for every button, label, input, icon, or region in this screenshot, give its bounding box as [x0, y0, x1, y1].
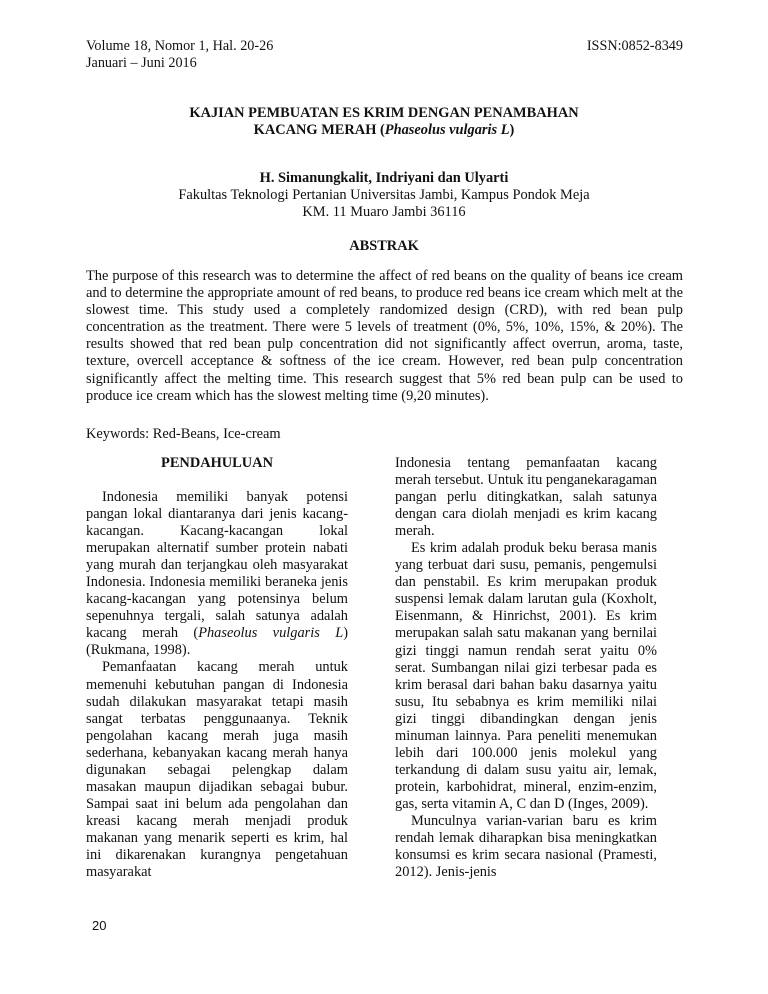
title-line-2-prefix: KACANG MERAH (: [253, 122, 385, 138]
date-line: Januari – Juni 2016: [86, 55, 197, 71]
abstract-heading: ABSTRAK: [349, 238, 419, 254]
title-line-1: KAJIAN PEMBUATAN ES KRIM DENGAN PENAMBAHAN: [189, 105, 579, 121]
intro-p1-text: Indonesia memiliki banyak potensi pangan lokal diantaranya dari jenis kacang-kacangan. Kacang-kacangan lokal merupakan alternatif sumber protein nabati yang murah dan terjangkau oleh masyarakat Indonesia. Indonesia memiliki beraneka jenis kacang-kacangan yang potensinya belum sepenuhnya tergali, salah satunya adalah kacang merah (: [86, 489, 348, 642]
intro-p1-citation: ) (Rukmana, 1998).: [86, 625, 348, 659]
affiliation-line-1: Fakultas Teknologi Pertanian Universitas Jambi, Kampus Pondok Meja: [178, 187, 590, 203]
paper-title: [60, 105, 708, 139]
scientific-name: Phaseolus vulgaris L: [198, 625, 344, 642]
left-column: [86, 455, 348, 881]
title-line-2-suffix: ): [509, 122, 515, 138]
intro-paragraph-4: Munculnya varian-varian baru es krim rendah lemak diharapkan bisa meningkatkan konsumsi es krim secara nasional (Pramesti, 2012). Jenis-jenis: [395, 812, 657, 881]
authors: H. Simanungkalit, Indriyani dan Ulyarti: [259, 170, 509, 186]
affiliation-line-2: KM. 11 Muaro Jambi 36116: [302, 204, 466, 220]
keywords: Keywords: Red-Beans, Ice-cream: [86, 426, 281, 442]
section-heading-pendahuluan: PENDAHULUAN: [161, 455, 273, 471]
title-line-2: [60, 122, 708, 139]
journal-header-left: [86, 38, 273, 72]
intro-paragraph-2: Pemanfaatan kacang merah untuk memenuhi kebutuhan pangan di Indonesia sudah dilakukan masyarakat tetapi masih sangat terbatas penggunaanya. Teknik pengolahan kacang merah juga masih sederhana, kebanyakan kacang merah hanya digunakan sebagai pelengkap dalam masakan maupun dijadikan sebagai bubur. Sampai saat ini belum ada pengolahan dan kreasi kacang merah menjadi produk makanan yang menarik seperti es krim, hal ini dikarenakan kurangnya pengetahuan masyarakat: [86, 659, 348, 881]
right-column: [395, 455, 657, 881]
abstract-text: The purpose of this research was to determine the affect of red beans on the quality of beans ice cream and to determine the appropriate amount of red beans, to produce red beans ice cream which melt at the slowest time. This study used a completely randomized design (CRD), with red bean pulp concentration as the treatment. There were 5 levels of treatment (0%, 5%, 10%, 15%, & 20%). The results showed that red bean pulp concentration did not significantly affect overrun, aroma, taste, texture, overcell acceptance & softness of the ice cream. However, red bean pulp concentration significantly affect the melting time. This research suggest that 5% red bean pulp can be used to produce ice cream which has the slowest melting time (9,20 minutes).: [86, 268, 683, 404]
volume-line: Volume 18, Nomor 1, Hal. 20-26: [86, 38, 274, 54]
intro-paragraph-1: [86, 489, 348, 659]
issn-label: ISSN:0852-8349: [586, 38, 683, 54]
intro-paragraph-3: Es krim adalah produk beku berasa manis yang terbuat dari susu, pemanis, pengemulsi dan penstabil. Es krim merupakan produk suspensi lemak dalam larutan gula (Koxholt, Eisenmann, & Hinrichst, 2001). Es krim merupakan salah satu makanan yang bernilai gizi tinggi namun rendah serat yaitu 0% serat. Sumbangan nilai gizi terbesar pada es krim berasal dari bahan baku dasarnya yaitu susu, Itu sebabnya es krim memiliki nilai gizi tinggi dibandingkan dengan jenis minuman lainnya. Para peneliti menemukan lebih dari 100.000 jenis molekul yang terkandung di dalam susu yaitu air, lemak, protein, karbohidrat, mineral, enzim-enzim, gas, serta vitamin A, C dan D (Inges, 2009).: [395, 540, 657, 812]
scientific-name: Phaseolus vulgaris L: [384, 122, 510, 138]
intro-paragraph-2-continued: Indonesia tentang pemanfaatan kacang merah tersebut. Untuk itu penganekaragaman pangan perlu ditingkatkan, salah satunya dengan cara diolah menjadi es krim kacang merah.: [395, 455, 657, 540]
page-number: 20: [92, 918, 107, 933]
